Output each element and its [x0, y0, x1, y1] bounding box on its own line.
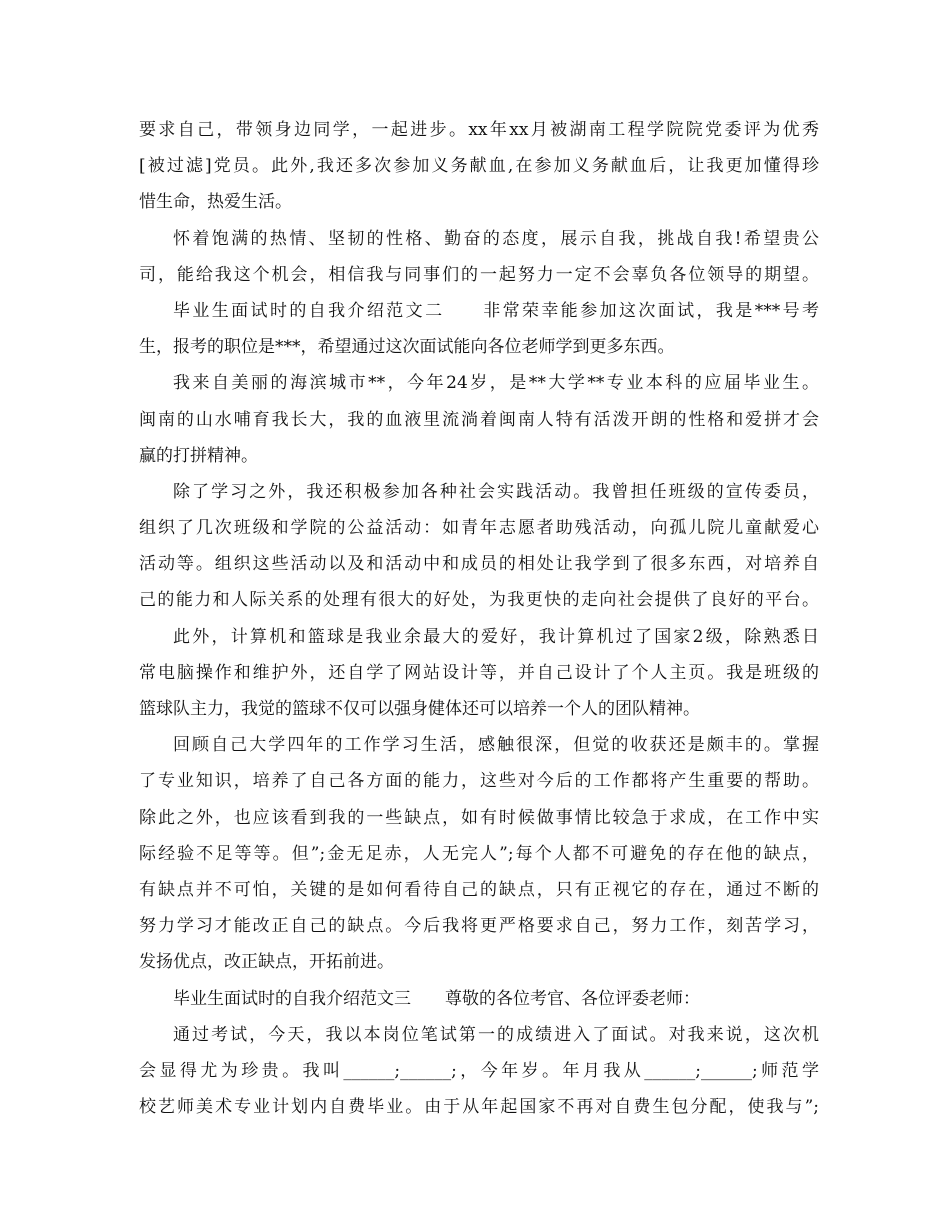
text-line: 此外，计算机和篮球是我业余最大的爱好，我计算机过了国家2级，除熟悉日	[173, 626, 819, 647]
text-line: 活动等。组织这些活动以及和活动中和成员的相处让我学到了很多东西，对培养自	[139, 554, 819, 575]
text-line: 毕业生面试时的自我介绍范文二 非常荣幸能参加这次面试，我是***号考	[173, 300, 819, 321]
text-line: 惜生命，热爱生活。	[139, 192, 292, 213]
text-line: 己的能力和人际关系的处理有很大的好处，为我更快的走向社会提供了良好的平台。	[139, 590, 819, 611]
text-line: 除了学习之外，我还积极参加各种社会实践活动。我曾担任班级的宣传委员，	[173, 481, 819, 502]
text-line: 怀着饱满的热情、坚韧的性格、勤奋的态度，展示自我，挑战自我!希望贵公	[173, 228, 819, 249]
text-line: 有缺点并不可怕，关键的是如何看待自己的缺点，只有正视它的存在，通过不断的	[139, 879, 819, 900]
text-line: 组织了几次班级和学院的公益活动：如青年志愿者助残活动，向孤儿院儿童献爱心	[139, 518, 819, 539]
text-line: 发扬优点，改正缺点，开拓前进。	[139, 952, 394, 973]
text-line: 闽南的山水哺育我长大，我的血液里流淌着闽南人特有活泼开朗的性格和爱拼才会	[139, 409, 819, 430]
text-line: 会显得尤为珍贵。我叫______;______;，今年岁。年月我从______;______;师范学	[139, 1060, 819, 1081]
document-body	[139, 112, 819, 1125]
text-line: 际经验不足等等。但”;金无足赤，人无完人”;每个人都不可避免的存在他的缺点，	[139, 843, 819, 864]
text-line: [被过滤]党员。此外,我还多次参加义务献血,在参加义务献血后，让我更加懂得珍	[139, 156, 819, 177]
text-line: 毕业生面试时的自我介绍范文三 尊敬的各位考官、各位评委老师：	[173, 988, 700, 1009]
text-line: 司，能给我这个机会，相信我与同事们的一起努力一定不会辜负各位领导的期望。	[139, 264, 819, 285]
text-line: 常电脑操作和维护外，还自学了网站设计等，并自己设计了个人主页。我是班级的	[139, 662, 819, 683]
text-line: 努力学习才能改正自己的缺点。今后我将更严格要求自己，努力工作，刻苦学习，	[139, 916, 819, 937]
text-line: 赢的打拼精神。	[139, 445, 258, 466]
text-line: 通过考试，今天，我以本岗位笔试第一的成绩进入了面试。对我来说，这次机	[173, 1024, 819, 1045]
text-line: 要求自己，带领身边同学，一起进步。xx年xx月被湖南工程学院院党委评为优秀	[139, 120, 819, 140]
text-line: 校艺师美术专业计划内自费毕业。由于从年起国家不再对自费生包分配，使我与”;	[139, 1097, 819, 1118]
text-line: 了专业知识，培养了自己各方面的能力，这些对今后的工作都将产生重要的帮助。	[139, 771, 819, 792]
text-line: 我来自美丽的海滨城市**，今年24岁，是**大学**专业本科的应届毕业生。	[173, 373, 819, 394]
text-line: 回顾自己大学四年的工作学习生活，感触很深，但觉的收获还是颇丰的。掌握	[173, 735, 819, 756]
text-line: 篮球队主力，我觉的篮球不仅可以强身健体还可以培养一个人的团队精神。	[139, 699, 700, 719]
text-line: 生，报考的职位是***，希望通过这次面试能向各位老师学到更多东西。	[139, 337, 675, 358]
text-line: 除此之外，也应该看到我的一些缺点，如有时候做事情比较急于求成，在工作中实	[139, 807, 819, 828]
